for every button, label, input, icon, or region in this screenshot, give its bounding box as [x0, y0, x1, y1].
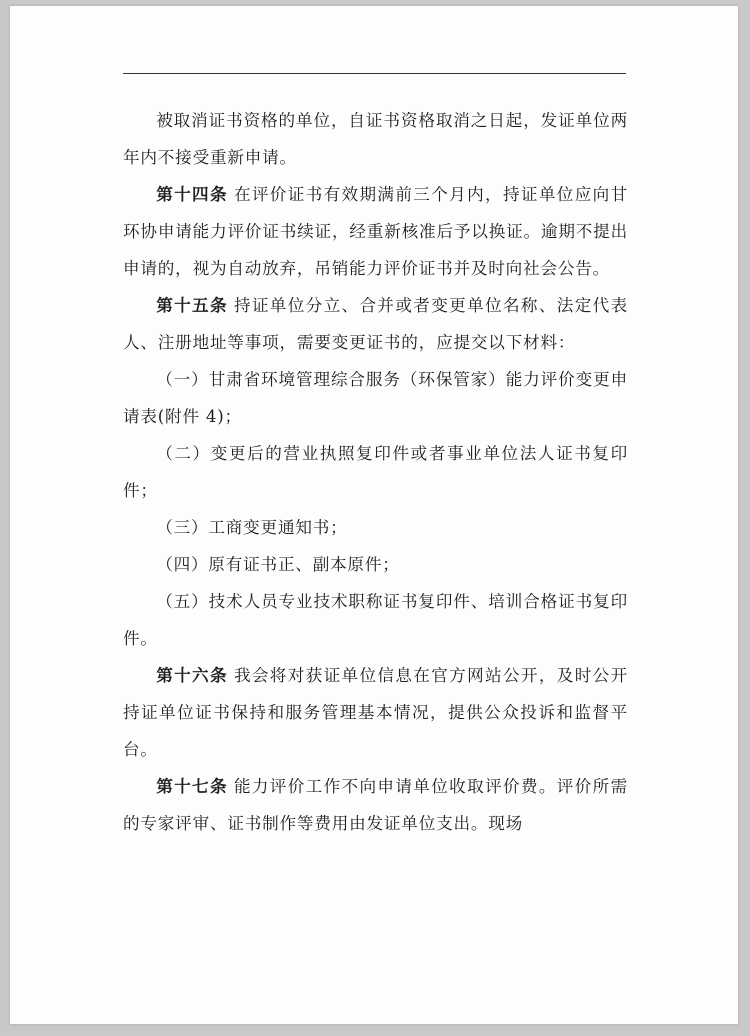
list-item-4	[123, 546, 628, 583]
document-body	[123, 102, 628, 842]
list-item-5	[123, 583, 628, 657]
article-number: 第十五条	[156, 295, 228, 315]
article-number: 第十四条	[156, 184, 228, 204]
list-item-text: （三）工商变更通知书；	[156, 518, 348, 537]
list-item-text: （二）变更后的营业执照复印件或者事业单位法人证书复印件；	[123, 444, 628, 500]
paragraph-article-15	[123, 287, 628, 361]
paragraph-1	[123, 102, 628, 176]
paragraph-text: 被取消证书资格的单位，自证书资格取消之日起，发证单位两年内不接受重新申请。	[123, 111, 628, 167]
list-item-1	[123, 361, 628, 435]
paragraph-article-16	[123, 657, 628, 768]
list-item-text: （一）甘肃省环境管理综合服务（环保管家）能力评价变更申请表(附件 4)；	[123, 370, 628, 426]
list-item-text: （五）技术人员专业技术职称证书复印件、培训合格证书复印件。	[123, 592, 628, 648]
paragraph-text: 持证单位分立、合并或者变更单位名称、法定代表人、注册地址等事项，需要变更证书的，应提交以下材料：	[123, 296, 628, 352]
paragraph-text: 在评价证书有效期满前三个月内，持证单位应向甘环协申请能力评价证书续证，经重新核准后予以换证。逾期不提出申请的，视为自动放弃，吊销能力评价证书并及时向社会公告。	[123, 185, 628, 278]
list-item-3	[123, 509, 628, 546]
article-number: 第十六条	[156, 665, 228, 685]
paragraph-text: 我会将对获证单位信息在官方网站公开，及时公开持证单位证书保持和服务管理基本情况，提供公众投诉和监督平台。	[123, 666, 628, 759]
paragraph-text: 能力评价工作不向申请单位收取评价费。评价所需的专家评审、证书制作等费用由发证单位支出。现场	[123, 777, 628, 833]
list-item-text: （四）原有证书正、副本原件；	[156, 555, 400, 574]
list-item-2	[123, 435, 628, 509]
paragraph-article-14	[123, 176, 628, 287]
header-rule	[123, 73, 626, 74]
document-page	[10, 6, 738, 1024]
article-number: 第十七条	[156, 776, 228, 796]
paragraph-article-17	[123, 768, 628, 842]
